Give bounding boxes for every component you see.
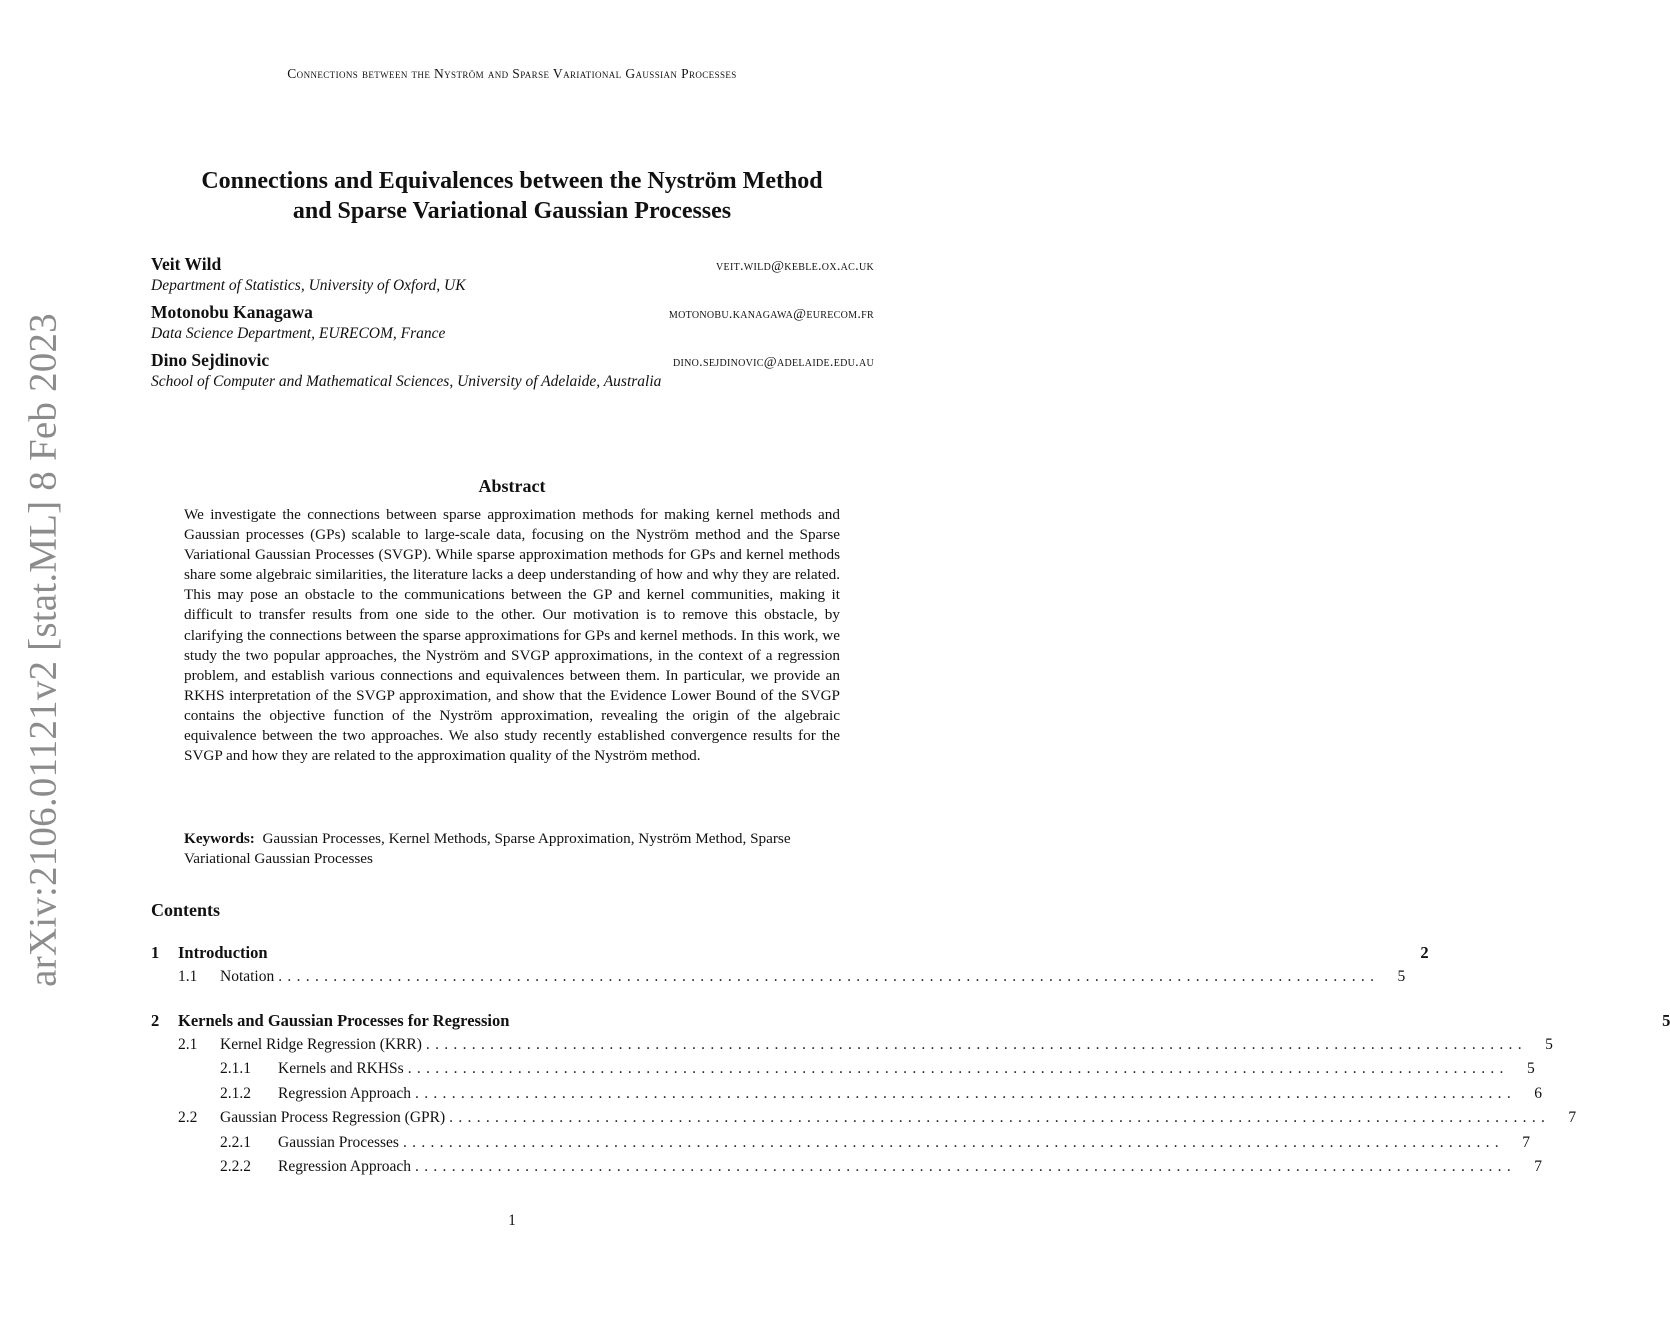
table-of-contents bbox=[151, 943, 1670, 1183]
toc-entry[interactable] bbox=[151, 1035, 1553, 1061]
keywords-label: Keywords: bbox=[184, 830, 255, 847]
toc-entry-number: 2.1.1 bbox=[220, 1060, 251, 1077]
author-entry bbox=[151, 254, 874, 296]
author-email[interactable]: veit.wild@keble.ox.ac.uk bbox=[716, 259, 874, 274]
toc-entry[interactable] bbox=[151, 1133, 1530, 1159]
keywords-text: Gaussian Processes, Kernel Methods, Sparse Approximation, Nyström Method, Sparse Variational Gaussian Processes bbox=[184, 830, 791, 868]
toc-entry-number: 2.2.1 bbox=[220, 1133, 251, 1151]
toc-entry-title: Kernels and RKHSs bbox=[278, 1060, 404, 1077]
toc-dot-leader: ........................................................................................................................ bbox=[407, 1060, 1509, 1077]
toc-entry-title: Kernels and Gaussian Processes for Regression bbox=[178, 1011, 510, 1030]
paper-title bbox=[130, 166, 894, 226]
toc-entry-page: 5 bbox=[1526, 1060, 1535, 1077]
paper-title-line-2: and Sparse Variational Gaussian Processes bbox=[292, 198, 732, 224]
author-name: Motonobu Kanagawa bbox=[151, 302, 313, 322]
keywords bbox=[184, 829, 858, 869]
toc-entry-page: 5 bbox=[1545, 1035, 1553, 1053]
toc-entry-page: 6 bbox=[1534, 1084, 1543, 1102]
toc-entry[interactable] bbox=[151, 967, 1406, 993]
toc-entry-number: 2.1 bbox=[178, 1035, 198, 1053]
contents-heading: Contents bbox=[151, 900, 221, 920]
abstract-text: We investigate the connections between sparse approximation methods for making kernel methods and Gaussian processes (GPs) scalable to large-scale data, focusing on the Nyström method and the Sparse Variational Gaussian Processes (SVGP). While sparse approximation methods for GPs and kernel methods share some algebraic similarities, the literature lacks a deep understanding of how and why they are related. This may pose an obstacle to the communications between the GP and kernel communities, making it difficult to transfer results from one side to the other. Our motivation is to remove this obstacle, by clarifying the connections between the sparse approximations for GPs and kernel methods. In this work, we study the two popular approaches, the Nyström and SVGP approximations, in the context of a regression problem, and establish various connections and equivalences between them. In particular, we provide an RKHS interpretation of the SVGP approximation, and show that the Evidence Lower Bound of the SVGP contains the objective function of the Nyström approximation, revealing the origin of the algebraic equivalence between the two approaches. We also study recently established convergence results for the SVGP and how they are related to the approximation quality of the Nyström method. bbox=[184, 506, 840, 765]
toc-entry-title: Kernel Ridge Regression (KRR) bbox=[220, 1035, 422, 1053]
toc-entry-title: Regression Approach bbox=[278, 1084, 412, 1102]
author-affiliation: School of Computer and Mathematical Sciences, University of Adelaide, Australia bbox=[151, 373, 662, 390]
toc-dot-leader: ........................................................................................................................ bbox=[402, 1133, 1504, 1151]
toc-entry-title: Gaussian Process Regression (GPR) bbox=[220, 1109, 446, 1126]
toc-entry-title: Introduction bbox=[178, 943, 268, 962]
toc-entry-page: 5 bbox=[1662, 1011, 1670, 1030]
author-affiliation: Data Science Department, EURECOM, France bbox=[151, 325, 446, 342]
toc-entry[interactable] bbox=[151, 1060, 1535, 1085]
author-name: Dino Sejdinovic bbox=[151, 350, 270, 370]
abstract-heading: Abstract bbox=[478, 476, 546, 496]
author-entry bbox=[151, 350, 874, 392]
toc-entry-page: 2 bbox=[1420, 943, 1429, 962]
paper-title-line-1: Connections and Equivalences between the Nyström Method bbox=[201, 168, 823, 194]
toc-entry[interactable] bbox=[151, 943, 1429, 968]
toc-entry-number: 1.1 bbox=[178, 967, 198, 985]
toc-dot-leader: ........................................................................................................................ bbox=[278, 967, 1380, 985]
toc-dot-leader: ........................................................................................................................ bbox=[415, 1158, 1517, 1175]
author-email[interactable]: motonobu.kanagawa@eurecom.fr bbox=[668, 307, 874, 322]
toc-entry[interactable] bbox=[151, 1084, 1543, 1110]
toc-entry-page: 7 bbox=[1534, 1158, 1543, 1175]
toc-entry-number: 1 bbox=[151, 943, 160, 962]
author-entry bbox=[151, 302, 874, 344]
author-block bbox=[151, 254, 874, 398]
toc-entry[interactable] bbox=[151, 1109, 1577, 1134]
toc-entry-number: 2.1.2 bbox=[220, 1084, 251, 1102]
toc-dot-leader: ........................................................................................................................ bbox=[425, 1035, 1527, 1053]
toc-entry-title: Notation bbox=[220, 967, 275, 985]
toc-entry-title: Regression Approach bbox=[278, 1158, 412, 1175]
author-email[interactable]: dino.sejdinovic@adelaide.edu.au bbox=[672, 355, 874, 370]
author-affiliation: Department of Statistics, University of Oxford, UK bbox=[151, 277, 466, 294]
toc-entry-number: 2.2 bbox=[178, 1109, 198, 1126]
page-number: 1 bbox=[508, 1212, 516, 1229]
toc-entry-number: 2 bbox=[151, 1011, 160, 1030]
toc-entry-page: 5 bbox=[1397, 967, 1406, 985]
toc-entry[interactable] bbox=[151, 1158, 1543, 1183]
toc-entry-page: 7 bbox=[1522, 1133, 1530, 1151]
toc-dot-leader: ........................................................................................................................ bbox=[415, 1084, 1517, 1102]
toc-dot-leader: ........................................................................................................................ bbox=[449, 1109, 1551, 1126]
toc-entry-number: 2.2.2 bbox=[220, 1158, 251, 1175]
toc-entry-page: 7 bbox=[1568, 1109, 1577, 1126]
toc-entry[interactable] bbox=[151, 1011, 1670, 1036]
running-head: Connections between the Nyström and Sparse Variational Gaussian Processes bbox=[287, 66, 737, 81]
arxiv-identifier-stamp: arXiv:2106.01121v2 [stat.ML] 8 Feb 2023 bbox=[21, 313, 65, 987]
toc-entry-title: Gaussian Processes bbox=[278, 1133, 399, 1151]
author-name: Veit Wild bbox=[151, 254, 222, 274]
